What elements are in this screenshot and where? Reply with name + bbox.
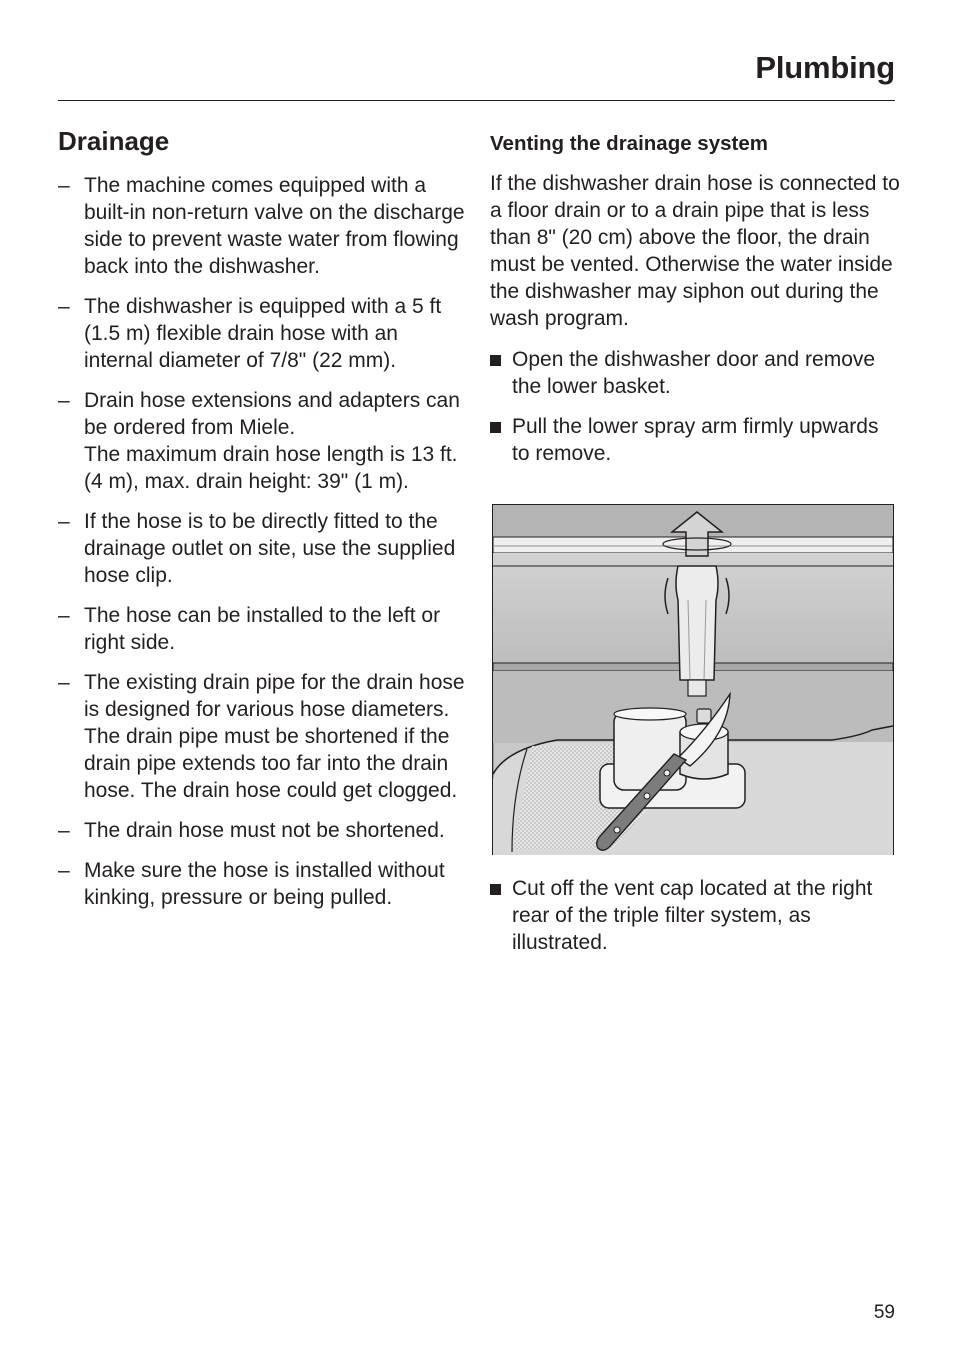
drainage-section (58, 124, 468, 924)
list-item-text: Drain hose extensions and adapters can be ordered from Miele. The maximum drain hose length is 13 ft. (4 m), max. drain height: 39" (1 m). (84, 389, 460, 493)
venting-heading: Venting the drainage system (490, 132, 768, 155)
step-item (490, 875, 900, 956)
list-item (58, 669, 468, 804)
list-item (58, 293, 468, 374)
dash-bullet: – (58, 510, 70, 533)
venting-final-step (490, 875, 900, 969)
list-item (58, 387, 468, 495)
dash-bullet: – (58, 174, 70, 197)
list-item (58, 508, 468, 589)
step-item (490, 346, 900, 400)
dash-bullet: – (58, 859, 70, 882)
venting-section (490, 130, 900, 480)
list-item-text: If the hose is to be directly fitted to the drainage outlet on site, use the supplied hose clip. (84, 510, 456, 587)
page-title: Plumbing (755, 50, 895, 85)
step-item (490, 413, 900, 467)
dash-bullet: – (58, 671, 70, 694)
header-divider (58, 100, 895, 101)
step-text: Open the dishwasher door and remove the lower basket. (512, 348, 876, 398)
list-item-text: The drain hose must not be shortened. (84, 819, 445, 842)
step-text: Cut off the vent cap located at the right rear of the triple filter system, as illustrated. (512, 877, 873, 954)
dash-bullet: – (58, 819, 70, 842)
vent-cap-illustration (492, 504, 894, 855)
list-item-text: The machine comes equipped with a built-in non-return valve on the discharge side to prevent waste water from flowing back into the dishwasher. (84, 174, 465, 278)
list-item (58, 172, 468, 280)
list-item (58, 817, 468, 844)
drainage-heading: Drainage (58, 126, 170, 156)
venting-intro: If the dishwasher drain hose is connected to a floor drain or to a drain pipe that is less than 8" (20 cm) above the floor, the drain must be vented. Otherwise the water inside the dishwasher may siphon out during the wash program. (490, 172, 900, 330)
drainage-list (58, 172, 468, 911)
square-bullet-icon (490, 422, 501, 433)
square-bullet-icon (490, 884, 501, 895)
list-item-text: The existing drain pipe for the drain hose is designed for various hose diameters. The drain pipe must be shortened if the drain pipe extends too far into the drain hose. The drain hose could get clogged. (84, 671, 465, 802)
page-number: 59 (873, 1302, 895, 1323)
step-text: Pull the lower spray arm firmly upwards to remove. (512, 415, 879, 465)
list-item-text: Make sure the hose is installed without kinking, pressure or being pulled. (84, 859, 445, 909)
square-bullet-icon (490, 355, 501, 366)
list-item (58, 857, 468, 911)
dash-bullet: – (58, 389, 70, 412)
dash-bullet: – (58, 295, 70, 318)
list-item (58, 602, 468, 656)
list-item-text: The dishwasher is equipped with a 5 ft (1.5 m) flexible drain hose with an internal diameter of 7/8" (22 mm). (84, 295, 442, 372)
venting-steps (490, 346, 900, 467)
list-item-text: The hose can be installed to the left or right side. (84, 604, 441, 654)
venting-steps-continued (490, 875, 900, 956)
dash-bullet: – (58, 604, 70, 627)
